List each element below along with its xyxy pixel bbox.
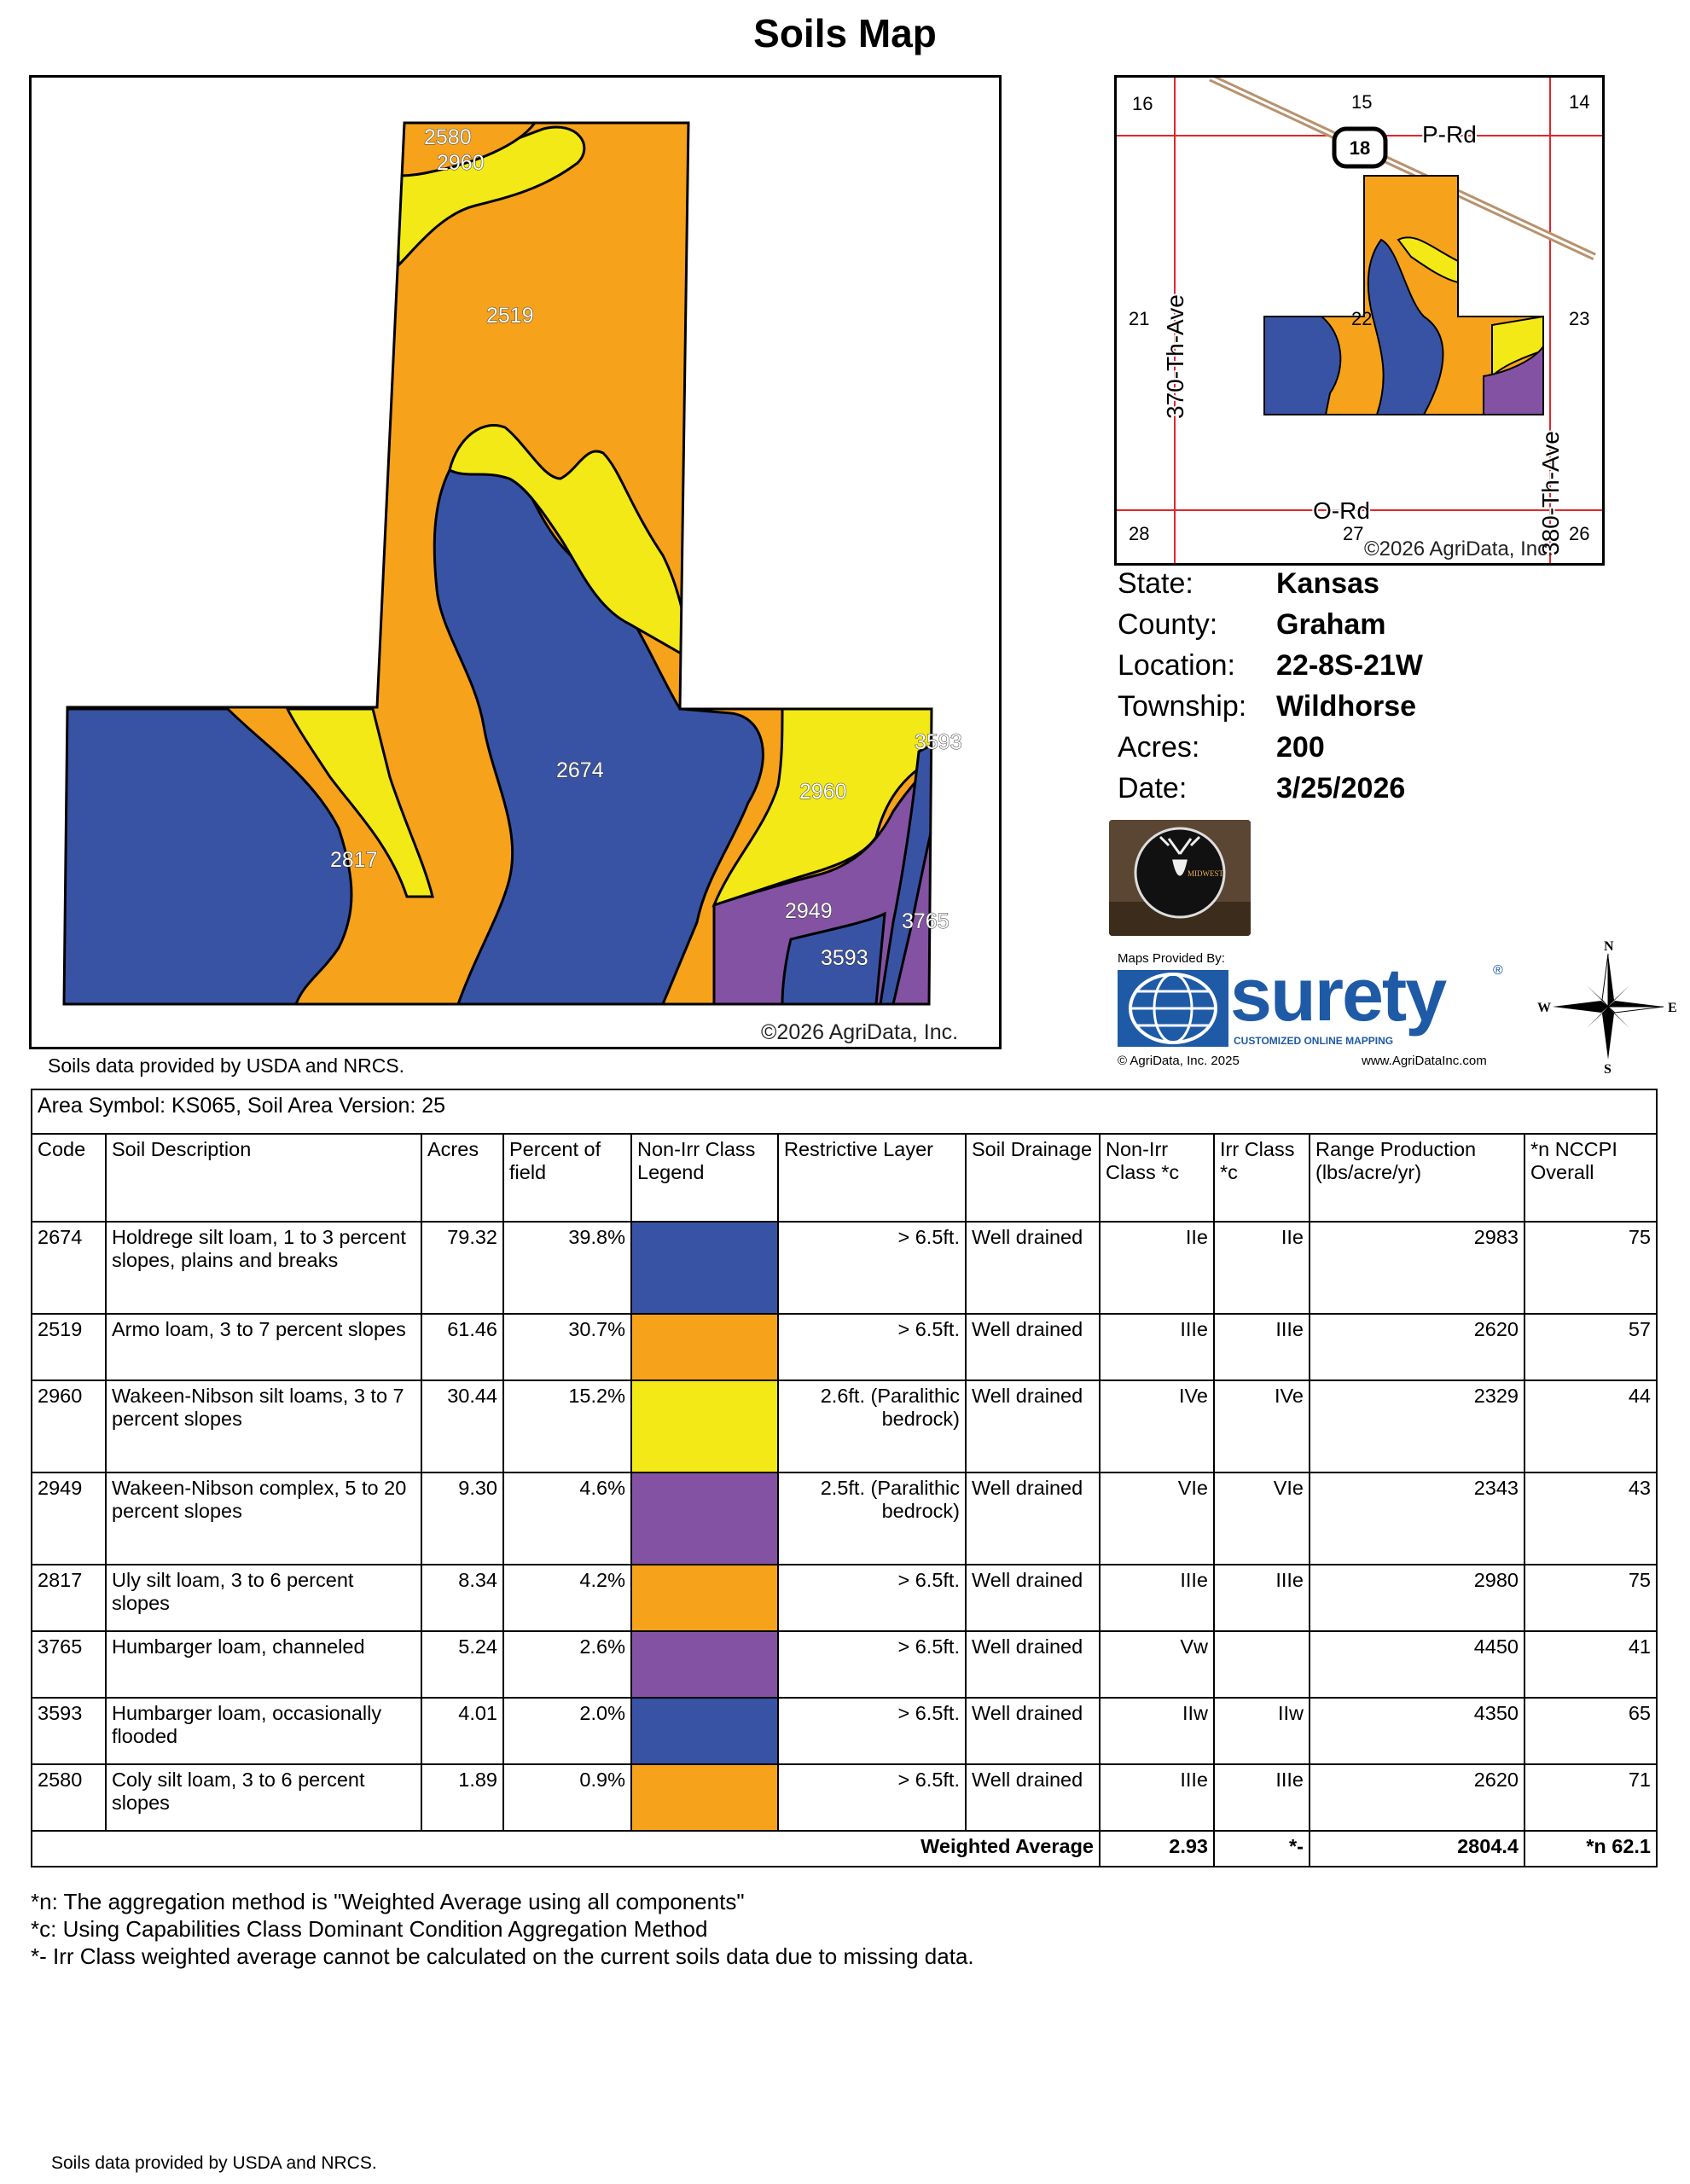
col-header: Soil Drainage — [966, 1134, 1100, 1222]
footer-credit: Soils data provided by USDA and NRCS. — [51, 2153, 377, 2173]
weighted-irr: *- — [1214, 1831, 1310, 1867]
cell-legend-swatch — [631, 1380, 778, 1472]
cell-nonirr-class: IIIe — [1100, 1764, 1214, 1831]
cell-nonirr-class: IVe — [1100, 1380, 1214, 1472]
footnotes — [31, 1888, 974, 1970]
cell-percent: 4.6% — [503, 1472, 631, 1565]
compass-n: N — [1604, 939, 1614, 954]
info-value: Graham — [1276, 608, 1386, 641]
info-row-location — [1118, 649, 1423, 690]
compass-w: W — [1537, 1001, 1551, 1015]
cell-nonirr-class: Vw — [1100, 1631, 1214, 1698]
cell-restrictive-layer: > 6.5ft. — [778, 1764, 966, 1831]
weighted-average-label: Weighted Average — [32, 1831, 1100, 1867]
compass-icon — [1536, 938, 1681, 1075]
cell-nccpi: 57 — [1524, 1314, 1657, 1380]
cell-code: 2817 — [32, 1565, 106, 1631]
loc-blue-left — [1264, 317, 1340, 415]
map-label-3593-bottom: 3593 — [821, 946, 868, 970]
table-row — [32, 1698, 1657, 1764]
info-label: County: — [1118, 608, 1218, 641]
cell-drainage: Well drained — [966, 1222, 1100, 1314]
info-value: 3/25/2026 — [1276, 772, 1406, 804]
info-label: Date: — [1118, 772, 1188, 804]
section-23: 23 — [1569, 308, 1590, 329]
cell-legend-swatch — [631, 1314, 778, 1380]
cell-drainage: Well drained — [966, 1380, 1100, 1472]
section-21: 21 — [1129, 308, 1150, 329]
footnote: *c: Using Capabilities Class Dominant Condition Aggregation Method — [31, 1916, 708, 1942]
cell-description: Holdrege silt loam, 1 to 3 percent slopes, plains and breaks — [106, 1222, 421, 1314]
cell-acres: 8.34 — [421, 1565, 503, 1631]
cell-restrictive-layer: 2.6ft. (Paralithic bedrock) — [778, 1380, 966, 1472]
road-label-o-rd: O-Rd — [1313, 497, 1370, 524]
globe-icon — [1118, 970, 1228, 1047]
table-header-row — [32, 1134, 1657, 1222]
cell-code: 2674 — [32, 1222, 106, 1314]
cell-drainage: Well drained — [966, 1472, 1100, 1565]
map-copyright: ©2026 AgriData, Inc. — [761, 1020, 959, 1044]
section-14: 14 — [1569, 91, 1590, 113]
table-row — [32, 1565, 1657, 1631]
compass-e: E — [1668, 1001, 1677, 1015]
cell-nccpi: 75 — [1524, 1565, 1657, 1631]
cell-range-production: 4350 — [1310, 1698, 1524, 1764]
cell-code: 2519 — [32, 1314, 106, 1380]
col-header: *n NCCPI Overall — [1524, 1134, 1657, 1222]
compass-s: S — [1604, 1062, 1612, 1075]
surety-tagline: CUSTOMIZED ONLINE MAPPING — [1234, 1035, 1394, 1047]
cell-restrictive-layer: 2.5ft. (Paralithic bedrock) — [778, 1472, 966, 1565]
col-header: Irr Class *c — [1214, 1134, 1310, 1222]
table-row — [32, 1222, 1657, 1314]
col-header: Range Production (lbs/acre/yr) — [1310, 1134, 1524, 1222]
cell-nonirr-class: VIe — [1100, 1472, 1214, 1565]
cell-drainage: Well drained — [966, 1631, 1100, 1698]
section-16: 16 — [1132, 93, 1153, 114]
cell-irr-class: IIw — [1214, 1698, 1310, 1764]
map-label-2960-right: 2960 — [799, 780, 847, 804]
col-header: Acres — [421, 1134, 503, 1222]
cell-percent: 2.6% — [503, 1631, 631, 1698]
cell-code: 2580 — [32, 1764, 106, 1831]
info-row-county — [1118, 608, 1423, 649]
footnote: *- Irr Class weighted average cannot be calculated on the current soils data due to missing data. — [31, 1943, 974, 1969]
cell-code: 3765 — [32, 1631, 106, 1698]
cell-irr-class: IIIe — [1214, 1314, 1310, 1380]
surety-url: www.AgriDataInc.com — [1362, 1054, 1487, 1068]
table-row — [32, 1764, 1657, 1831]
cell-restrictive-layer: > 6.5ft. — [778, 1565, 966, 1631]
section-28: 28 — [1129, 523, 1150, 544]
loc-map-copyright: ©2026 AgriData, Inc. — [1364, 537, 1554, 561]
cell-irr-class: IIIe — [1214, 1565, 1310, 1631]
area-header-row — [32, 1089, 1657, 1134]
map-label-2674: 2674 — [556, 758, 604, 782]
info-value: 200 — [1276, 731, 1325, 764]
soils-table — [31, 1089, 1658, 1867]
cell-code: 2949 — [32, 1472, 106, 1565]
cell-acres: 61.46 — [421, 1314, 503, 1380]
cell-irr-class — [1214, 1631, 1310, 1698]
cell-drainage: Well drained — [966, 1698, 1100, 1764]
cell-percent: 0.9% — [503, 1764, 631, 1831]
section-22: 22 — [1351, 308, 1373, 329]
cell-range-production: 2329 — [1310, 1380, 1524, 1472]
cell-legend-swatch — [631, 1565, 778, 1631]
info-row-date — [1118, 772, 1423, 813]
cell-description: Uly silt loam, 3 to 6 percent slopes — [106, 1565, 421, 1631]
area-symbol: Area Symbol: KS065, Soil Area Version: 25 — [32, 1089, 1657, 1134]
cell-nccpi: 43 — [1524, 1472, 1657, 1565]
table-body — [32, 1222, 1657, 1831]
map-label-2949: 2949 — [785, 899, 833, 923]
weighted-nonirr: 2.93 — [1100, 1831, 1214, 1867]
cell-restrictive-layer: > 6.5ft. — [778, 1314, 966, 1380]
brokerage-logo — [1109, 820, 1251, 936]
cell-nccpi: 75 — [1524, 1222, 1657, 1314]
cell-description: Coly silt loam, 3 to 6 percent slopes — [106, 1764, 421, 1831]
section-26: 26 — [1569, 523, 1590, 544]
cell-nccpi: 65 — [1524, 1698, 1657, 1764]
cell-description: Armo loam, 3 to 7 percent slopes — [106, 1314, 421, 1380]
cell-range-production: 2620 — [1310, 1314, 1524, 1380]
cell-nonirr-class: IIIe — [1100, 1314, 1214, 1380]
cell-nonirr-class: IIIe — [1100, 1565, 1214, 1631]
cell-restrictive-layer: > 6.5ft. — [778, 1222, 966, 1314]
info-row-township — [1118, 690, 1423, 731]
location-map[interactable] — [1114, 75, 1605, 566]
cell-nccpi: 71 — [1524, 1764, 1657, 1831]
maps-provided-by: Maps Provided By: — [1118, 951, 1225, 966]
cell-range-production: 4450 — [1310, 1631, 1524, 1698]
footnote: *n: The aggregation method is "Weighted Average using all components" — [31, 1889, 745, 1914]
info-label: State: — [1118, 567, 1193, 600]
cell-range-production: 2343 — [1310, 1472, 1524, 1565]
map-label-3765: 3765 — [902, 909, 950, 933]
soils-map-canvas — [32, 78, 999, 1047]
surety-branding — [1118, 951, 1519, 1071]
cell-legend-swatch — [631, 1631, 778, 1698]
col-header: Restrictive Layer — [778, 1134, 966, 1222]
cell-description: Humbarger loam, occasionally flooded — [106, 1698, 421, 1764]
cell-drainage: Well drained — [966, 1565, 1100, 1631]
logo-text: MIDWEST — [1188, 869, 1223, 878]
cell-drainage: Well drained — [966, 1314, 1100, 1380]
cell-description: Wakeen-Nibson complex, 5 to 20 percent slopes — [106, 1472, 421, 1565]
location-map-canvas — [1117, 78, 1602, 563]
cell-restrictive-layer: > 6.5ft. — [778, 1698, 966, 1764]
soils-table-wrap — [31, 1089, 1658, 1867]
cell-acres: 30.44 — [421, 1380, 503, 1472]
section-27: 27 — [1343, 523, 1364, 544]
map-label-2960-top: 2960 — [437, 151, 485, 175]
property-info — [1118, 567, 1423, 813]
map-label-3593-top: 3593 — [915, 730, 962, 754]
weighted-nccpi: *n 62.1 — [1524, 1831, 1657, 1867]
col-header: Code — [32, 1134, 106, 1222]
cell-nonirr-class: IIw — [1100, 1698, 1214, 1764]
surety-reg: ® — [1493, 963, 1503, 978]
cell-acres: 4.01 — [421, 1698, 503, 1764]
cell-percent: 30.7% — [503, 1314, 631, 1380]
cell-acres: 79.32 — [421, 1222, 503, 1314]
table-row — [32, 1314, 1657, 1380]
cell-nccpi: 44 — [1524, 1380, 1657, 1472]
info-label: Township: — [1118, 690, 1247, 723]
weighted-average-row — [32, 1831, 1657, 1867]
cell-legend-swatch — [631, 1222, 778, 1314]
cell-percent: 4.2% — [503, 1565, 631, 1631]
info-value: 22-8S-21W — [1276, 649, 1423, 682]
cell-acres: 9.30 — [421, 1472, 503, 1565]
compass-rose — [1536, 938, 1681, 1075]
info-value: Wildhorse — [1276, 690, 1417, 723]
table-row — [32, 1631, 1657, 1698]
map-label-2580: 2580 — [424, 125, 472, 149]
cell-description: Humbarger loam, channeled — [106, 1631, 421, 1698]
deer-logo-icon — [1109, 820, 1251, 936]
cell-code: 3593 — [32, 1698, 106, 1764]
cell-code: 2960 — [32, 1380, 106, 1472]
cell-range-production: 2620 — [1310, 1764, 1524, 1831]
cell-percent: 2.0% — [503, 1698, 631, 1764]
cell-legend-swatch — [631, 1764, 778, 1831]
cell-irr-class: IVe — [1214, 1380, 1310, 1472]
col-header: Percent of field — [503, 1134, 631, 1222]
cell-irr-class: IIe — [1214, 1222, 1310, 1314]
page-title: Soils Map — [753, 11, 937, 55]
info-row-acres — [1118, 731, 1423, 772]
cell-range-production: 2983 — [1310, 1222, 1524, 1314]
cell-nccpi: 41 — [1524, 1631, 1657, 1698]
cell-irr-class: IIIe — [1214, 1764, 1310, 1831]
road-label-370th: 370-Th-Ave — [1162, 294, 1188, 419]
weighted-range: 2804.4 — [1310, 1831, 1524, 1867]
road-label-380th: 380-Th-Ave — [1537, 431, 1564, 555]
cell-legend-swatch — [631, 1698, 778, 1764]
cell-range-production: 2980 — [1310, 1565, 1524, 1631]
cell-irr-class: VIe — [1214, 1472, 1310, 1565]
info-label: Acres: — [1118, 731, 1200, 764]
table-row — [32, 1472, 1657, 1565]
info-row-state — [1118, 567, 1423, 608]
soils-credit: Soils data provided by USDA and NRCS. — [48, 1054, 405, 1077]
info-label: Location: — [1118, 649, 1235, 682]
soils-map[interactable] — [29, 75, 1002, 1049]
cell-drainage: Well drained — [966, 1764, 1100, 1831]
cell-restrictive-layer: > 6.5ft. — [778, 1631, 966, 1698]
cell-description: Wakeen-Nibson silt loams, 3 to 7 percent slopes — [106, 1380, 421, 1472]
cell-acres: 1.89 — [421, 1764, 503, 1831]
surety-copyright: © AgriData, Inc. 2025 — [1118, 1054, 1240, 1068]
map-label-2817: 2817 — [330, 848, 378, 872]
map-label-2519: 2519 — [486, 304, 534, 328]
cell-nonirr-class: IIe — [1100, 1222, 1214, 1314]
col-header: Non-Irr Class *c — [1100, 1134, 1214, 1222]
road-label-p-rd: P-Rd — [1422, 121, 1477, 148]
cell-legend-swatch — [631, 1472, 778, 1565]
table-row — [32, 1380, 1657, 1472]
surety-brand: surety — [1230, 952, 1446, 1037]
cell-percent: 39.8% — [503, 1222, 631, 1314]
section-15: 15 — [1351, 91, 1373, 113]
col-header: Non-Irr Class Legend — [631, 1134, 778, 1222]
highway-18-label: 18 — [1349, 137, 1371, 159]
cell-acres: 5.24 — [421, 1631, 503, 1698]
info-value: Kansas — [1276, 567, 1379, 600]
col-header: Soil Description — [106, 1134, 421, 1222]
cell-percent: 15.2% — [503, 1380, 631, 1472]
